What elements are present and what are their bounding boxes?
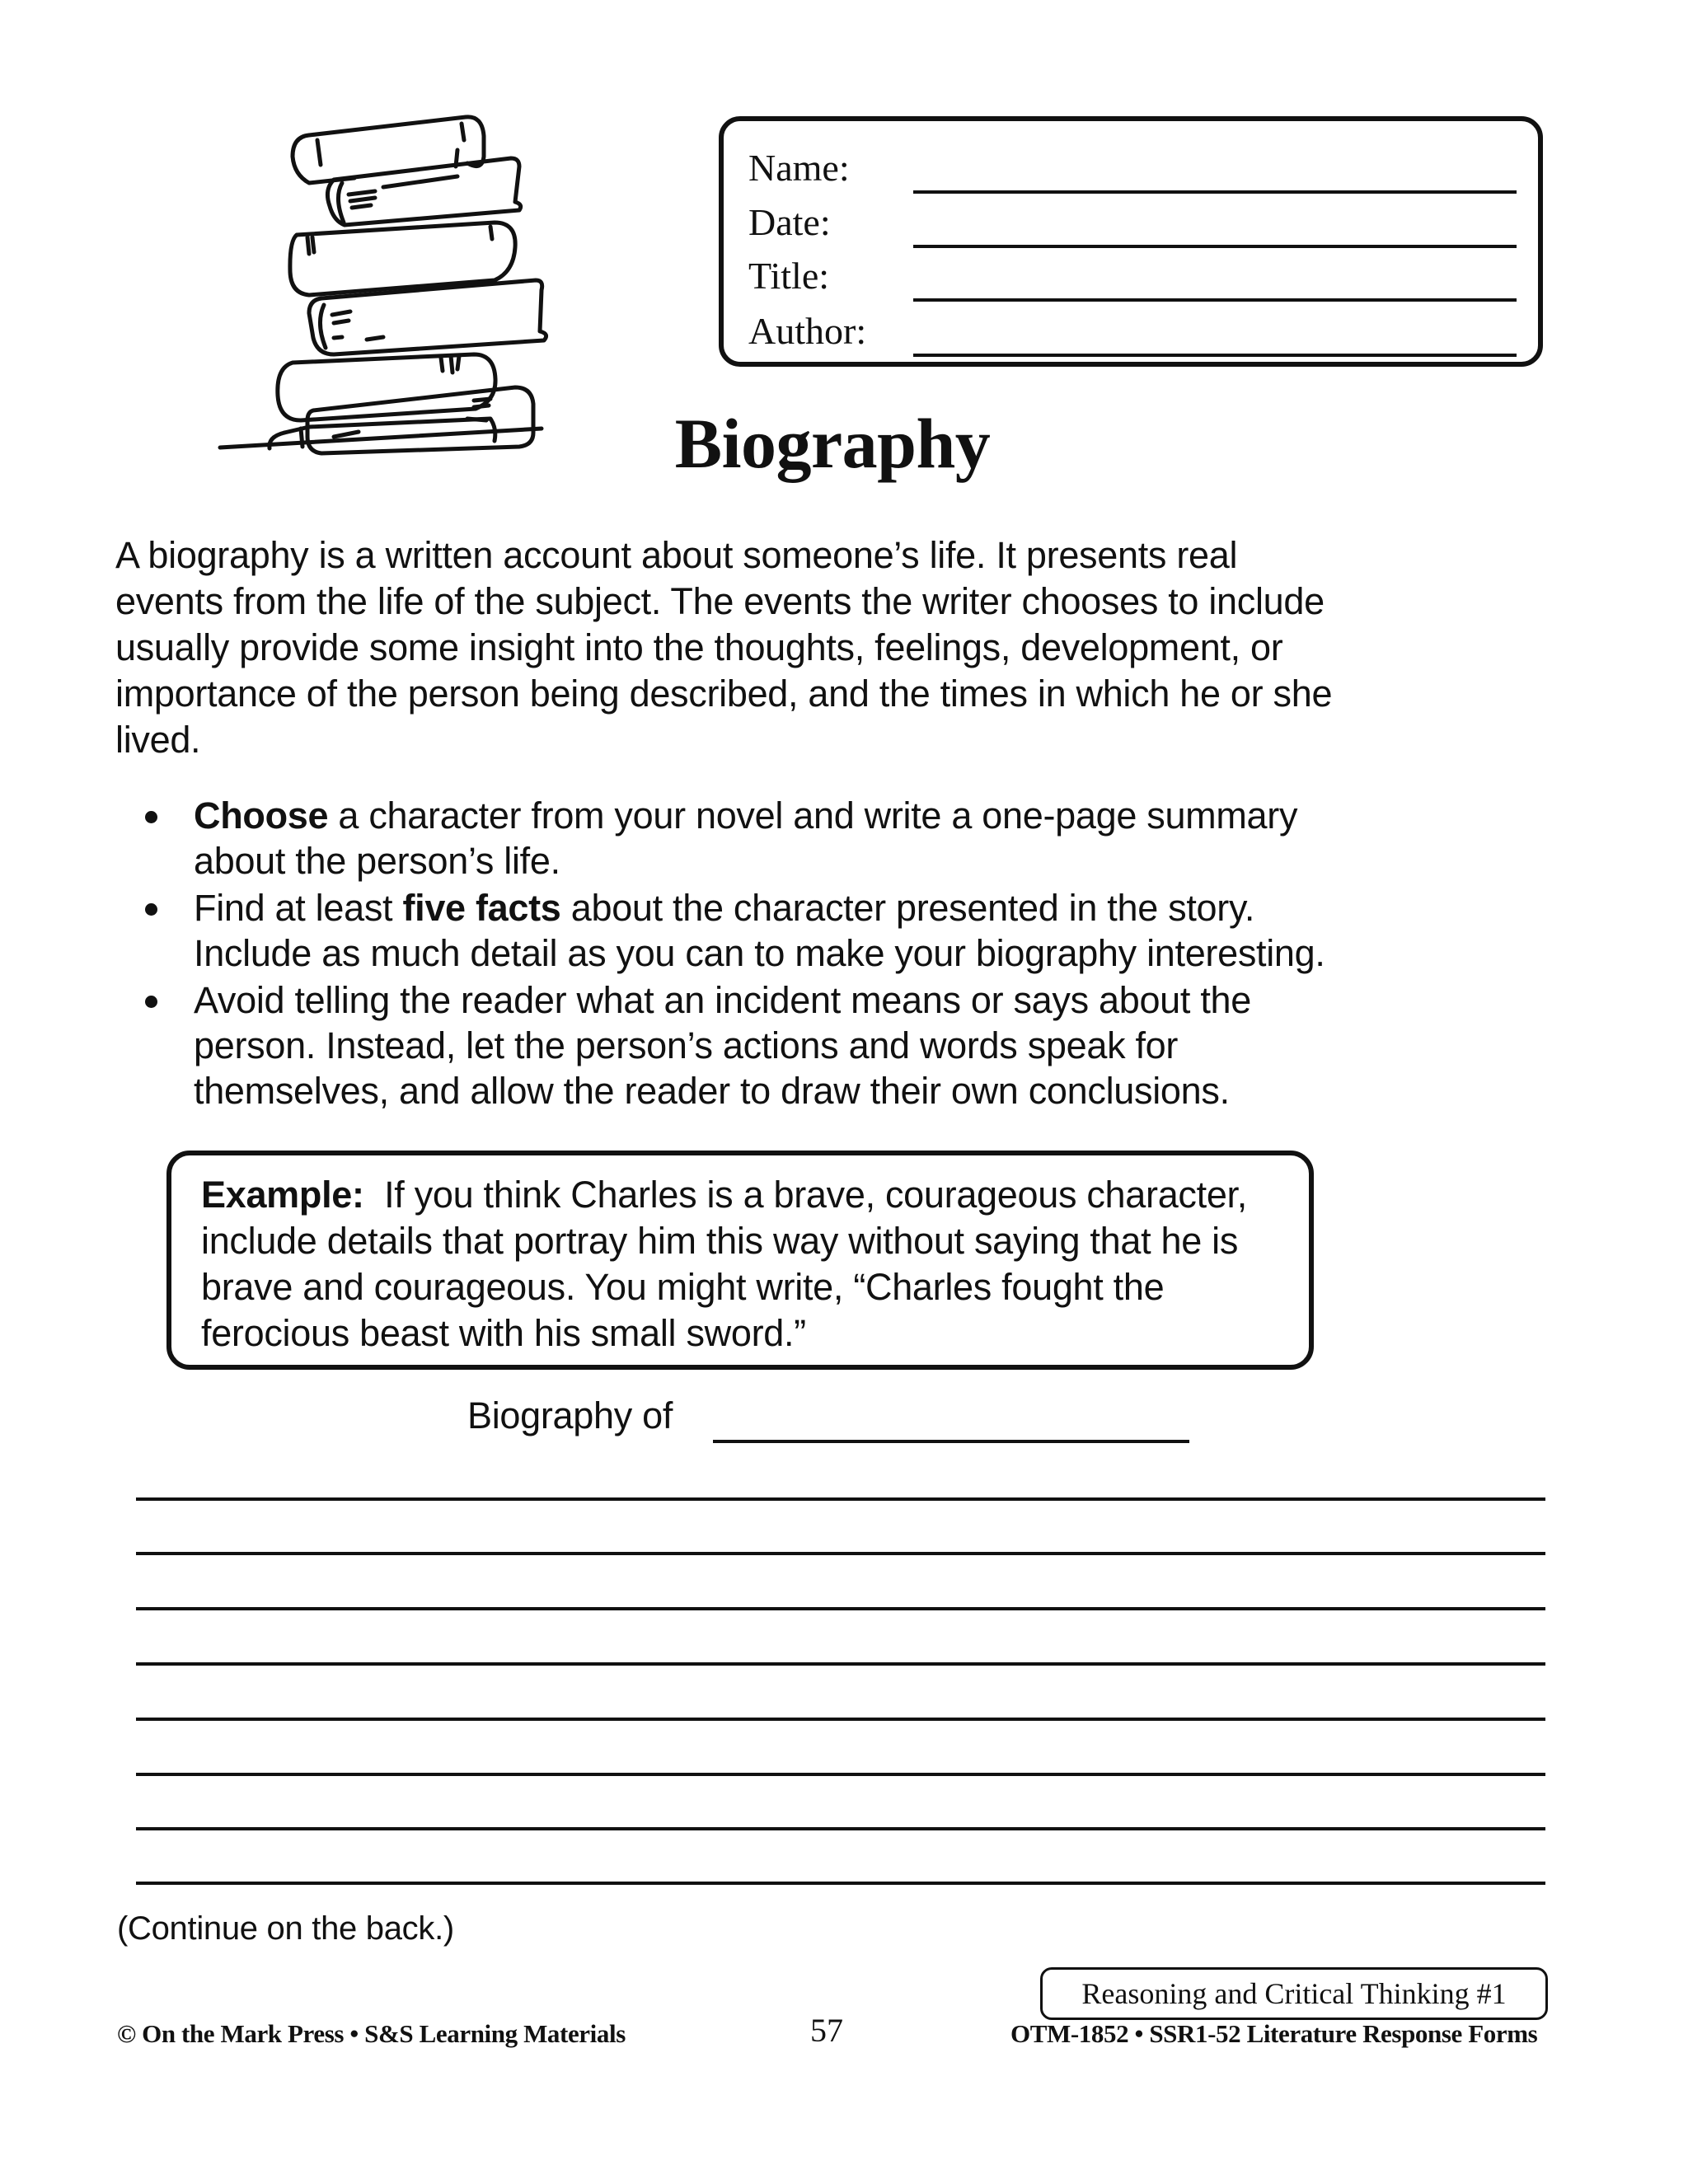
instruction-line: Avoid telling the reader what an incident means or says about the [194, 979, 1251, 1021]
bullet-icon [145, 903, 157, 916]
instruction-line [194, 885, 1558, 930]
intro-line: events from the life of the subject. The events the writer chooses to include [115, 580, 1325, 622]
author-field[interactable] [913, 354, 1517, 357]
bullet-icon [145, 996, 157, 1008]
intro-line: lived. [115, 719, 201, 761]
instruction-item [140, 977, 1558, 1113]
date-label: Date: [748, 201, 831, 243]
title-label: Title: [748, 255, 830, 297]
writing-line[interactable] [136, 1827, 1545, 1830]
name-label: Name: [748, 147, 850, 189]
instruction-item [140, 793, 1558, 883]
example-text [201, 1172, 1247, 1357]
instruction-text: about the character presented in the story. [560, 887, 1255, 929]
section-label: Reasoning and Critical Thinking #1 [1040, 1967, 1548, 2020]
instruction-list [140, 793, 1558, 1113]
instruction-line: themselves, and allow the reader to draw their own conclusions. [194, 1070, 1230, 1112]
writing-line[interactable] [136, 1607, 1545, 1610]
example-line: brave and courageous. You might write, “Charles fought the [201, 1266, 1165, 1308]
copyright-text: © On the Mark Press • S&S Learning Materials [117, 2019, 626, 2048]
page-number: 57 [810, 2012, 843, 2049]
biography-of-label: Biography of [467, 1394, 673, 1436]
intro-line: A biography is a written account about someone’s life. It presents real [115, 534, 1238, 576]
example-line: include details that portray him this way without saying that he is [201, 1220, 1239, 1262]
instruction-line: person. Instead, let the person’s actions and words speak for [194, 1024, 1179, 1066]
author-label: Author: [748, 310, 867, 352]
instruction-item [140, 885, 1558, 976]
writing-line[interactable] [136, 1882, 1545, 1885]
title-row [748, 241, 1523, 295]
intro-line: importance of the person being described, and the times in which he or she [115, 673, 1333, 715]
writing-line[interactable] [136, 1718, 1545, 1721]
example-line: ferocious beast with his small sword.” [201, 1312, 806, 1354]
writing-line[interactable] [136, 1497, 1545, 1501]
writing-line[interactable] [136, 1662, 1545, 1666]
instruction-text: a character from your novel and write a one-page summary [328, 794, 1298, 837]
example-box [166, 1151, 1314, 1370]
bullet-icon [145, 811, 157, 823]
name-row [748, 133, 1523, 187]
instruction-line: Include as much detail as you can to make your biography interesting. [194, 932, 1325, 974]
biography-of-field[interactable] [713, 1440, 1189, 1443]
book-stack-icon [210, 107, 556, 462]
intro-paragraph [115, 532, 1582, 763]
instruction-line [194, 793, 1558, 838]
page-title: Biography [674, 404, 991, 483]
emphasis-text: five facts [402, 887, 561, 929]
writing-line[interactable] [136, 1773, 1545, 1776]
emphasis-text: Choose [194, 794, 329, 837]
intro-line: usually provide some insight into the thoughts, feelings, development, or [115, 626, 1283, 668]
instruction-line: about the person’s life. [194, 840, 560, 882]
product-code: OTM-1852 • SSR1-52 Literature Response Forms [1010, 2019, 1538, 2048]
date-row [748, 187, 1523, 241]
author-row [748, 296, 1523, 350]
example-line [201, 1172, 1247, 1218]
writing-line[interactable] [136, 1552, 1545, 1555]
continue-note: (Continue on the back.) [117, 1910, 454, 1947]
example-label: Example: [201, 1174, 364, 1216]
student-info-box [719, 116, 1543, 367]
example-text-run: If you think Charles is a brave, courageous character, [363, 1174, 1247, 1216]
instruction-text: Find at least [194, 887, 403, 929]
